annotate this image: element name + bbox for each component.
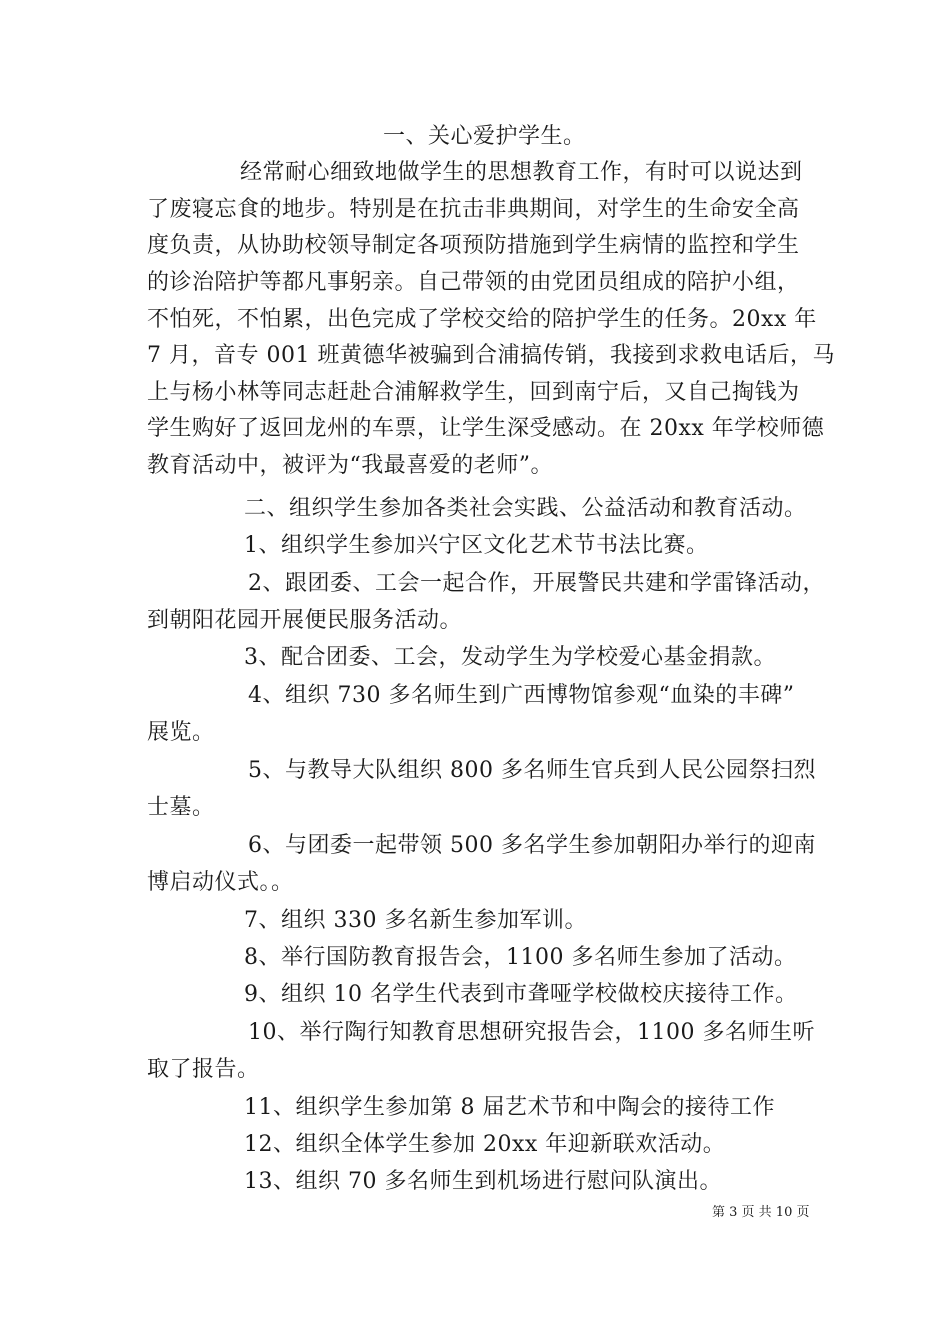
list-item-continuation: 士墓。 bbox=[147, 795, 215, 820]
list-item: 5、与教导大队组织 800 多名师生官兵到人民公园祭扫烈 bbox=[248, 758, 816, 783]
page-number-footer: 第 3 页 共 10 页 bbox=[712, 1205, 810, 1220]
paragraph-line: 度负责，从协助校领导制定各项预防措施到学生病情的监控和学生 bbox=[147, 233, 800, 258]
paragraph-line: 的诊治陪护等都凡事躬亲。自己带领的由党团员组成的陪护小组， bbox=[147, 270, 800, 295]
section-heading-1: 一、关心爱护学生。 bbox=[383, 124, 586, 149]
list-item: 10、举行陶行知教育思想研究报告会，1100 多名师生听 bbox=[248, 1020, 815, 1045]
list-item: 3、配合团委、工会，发动学生为学校爱心基金捐款。 bbox=[244, 645, 776, 670]
list-item-continuation: 展览。 bbox=[147, 720, 215, 745]
paragraph-line: 经常耐心细致地做学生的思想教育工作，有时可以说达到 bbox=[240, 160, 803, 185]
list-item-continuation: 博启动仪式。。 bbox=[147, 870, 294, 895]
list-item-continuation: 到朝阳花园开展便民服务活动。 bbox=[147, 608, 463, 633]
list-item-continuation: 取了报告。 bbox=[147, 1057, 260, 1082]
list-item: 11、组织学生参加第 8 届艺术节和中陶会的接待工作 bbox=[244, 1095, 775, 1120]
paragraph-line: 不怕死，不怕累，出色完成了学校交给的陪护学生的任务。20xx 年 bbox=[147, 307, 817, 332]
paragraph-line: 7 月，音专 001 班黄德华被骗到合浦搞传销，我接到求救电话后，马 bbox=[147, 343, 835, 368]
list-item: 6、与团委一起带领 500 多名学生参加朝阳办举行的迎南 bbox=[248, 833, 816, 858]
list-item: 4、组织 730 多名师生到广西博物馆参观“血染的丰碑” bbox=[248, 683, 795, 708]
paragraph-line: 学生购好了返回龙州的车票，让学生深受感动。在 20xx 年学校师德 bbox=[147, 416, 825, 441]
list-item: 2、跟团委、工会一起合作，开展警民共建和学雷锋活动， bbox=[248, 571, 825, 596]
list-item: 1、组织学生参加兴宁区文化艺术节书法比赛。 bbox=[244, 533, 709, 558]
list-item: 8、举行国防教育报告会，1100 多名师生参加了活动。 bbox=[244, 945, 797, 970]
section-heading-2: 二、组织学生参加各类社会实践、公益活动和教育活动。 bbox=[244, 496, 807, 521]
paragraph-line: 了废寝忘食的地步。特别是在抗击非典期间，对学生的生命安全高 bbox=[147, 197, 800, 222]
list-item: 7、组织 330 多名新生参加军训。 bbox=[244, 908, 587, 933]
list-item: 9、组织 10 名学生代表到市聋哑学校做校庆接待工作。 bbox=[244, 982, 798, 1007]
list-item: 12、组织全体学生参加 20xx 年迎新联欢活动。 bbox=[244, 1132, 726, 1157]
paragraph-line: 教育活动中，被评为“我最喜爱的老师”。 bbox=[147, 453, 553, 478]
paragraph-line: 上与杨小林等同志赶赴合浦解救学生，回到南宁后，又自己掏钱为 bbox=[147, 380, 800, 405]
list-item: 13、组织 70 多名师生到机场进行慰问队演出。 bbox=[244, 1169, 722, 1194]
